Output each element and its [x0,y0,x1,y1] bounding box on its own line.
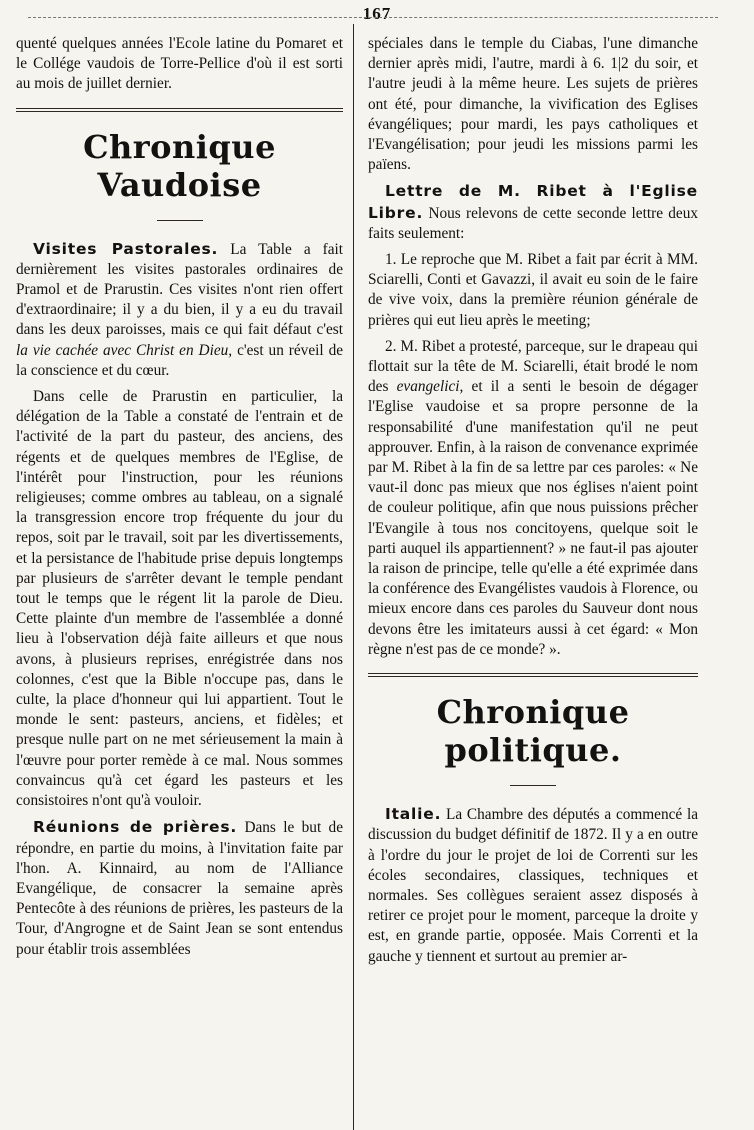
left-continuation-paragraph: quenté quelques années l'Ecole latine du Pomaret et le Collége vaudois de Torre-Pellice d'où il est sorti au mois de juillet dernier. [16,35,343,93]
rubric-lettre: Lettre de M. Ribet à l'Eglise Libre. [368,182,698,222]
section-separator-right [368,673,698,677]
column-divider [353,24,354,1130]
lettre-paragraph [368,181,698,244]
lettre-text: Nous relevons de cette seconde lettre deux faits seulement: [368,204,699,242]
right-continuation-paragraph: spéciales dans le temple du Ciabas, l'une dimanche dernier après midi, l'autre, mardi à 6. 1|2 du soir, et l'autre jeudi à la même heure. Les sujets de prières ont été, pour dimanche, la vivification des Eglises évangéliques; pour mardi, les pays catholiques et l'Evangélisation; pour jeudi les missions parmi les païens. [368,35,698,174]
rubric-reunions: Réunions de prières. [33,818,238,837]
page-number: 167 [362,4,392,23]
italie-paragraph [368,804,698,967]
point-2-italic: evangelici, [396,378,464,396]
rubric-visites: Visites Pastorales. [33,239,219,258]
visites-paragraph [16,239,343,381]
rubric-italie: Italie. [385,805,442,824]
title-dash-right [510,785,556,786]
prarustin-paragraph: Dans celle de Prarustin en particulier, la délégation de la Table a constaté de l'entrain et de l'activité de la part du pasteur, des anciens, des régents et de quelques membres de l'Eglise, de l'intérêt pour l'instruction, pour les réunions religieuses; comme ombres au tableau, on a signalé la transgression encore trop fréquente du jour du repos, soit par le travail, soit par les divertissements, et la persistance de l'habitude prise depuis longtemps par plusieurs de s'arrêter devant le temple pendant tout le temps que le régent lit la parole de Dieu. Cette plainte d'un membre de l'assemblée a donné lieu à l'observation déjà faite ailleurs et que nous avons, à plusieurs reprises, enrégistrée dans nos colonnes, c'est que la Bible n'occupe pas, dans le culte, la place d'honneur qui lui appartient. Tout le monde le sent: pasteurs, anciens, et fidèles; et presque nulle part on ne met sérieusement la main à l'œuvre pour porter remède à ce mal. Nous sommes convaincus qu'à cet égard les pasteurs et les consistoires n'ont qu'à vouloir. [16,388,343,810]
header-rule [28,17,718,18]
italie-text: La Chambre des députés a commencé la discussion du budget définitif de 1872. Il y a en outre à l'ordre du jour le projet de loi de Correnti sur les écoles secondaires, classiques, techniques et normales. Ses collègues seraient assez disposés à retirer ce projet pour le moment, parceque la droite y est, en grande partie, opposée. Mais Correnti et la gauche y tiennent et surtout au premier ar- [368,806,698,965]
point-2-paragraph [368,337,698,660]
reunions-paragraph [16,817,343,959]
section-separator [16,108,343,112]
section-title-chronique-vaudoise: Chronique Vaudoise [83,127,276,204]
right-column [368,34,698,967]
point-2-text-a: 2. M. Ribet a protesté, parceque, sur le drapeau qui flottait sur la tête de M. Sciarelli, était brodé le nom des [368,337,698,396]
title-dash [157,220,203,221]
visites-text-b: c'est un réveil de la conscience et du cœur. [16,341,344,379]
section-title-chronique-politique: Chronique politique. [436,693,630,770]
reunions-text: Dans le but de répondre, en partie du moins, à l'invitation faite par l'hon. A. Kinnaird, au nom de l'Alliance Evangélique, de consacrer la semaine après Pentecôte à des réunions de prières, les pasteurs de la Tour, d'Angrogne et de Saint Jean se sont entendus pour établir trois assemblées [16,819,343,958]
visites-italic: la vie cachée avec Christ en Dieu, [16,341,233,359]
point-2-text-b: et il a senti le besoin de dégager l'Eglise vaudoise et sa propre personne de la responsabilité d'une manifestation qu'il ne peut approuver. Enfin, à la raison de convenance exprimée par M. Ribet à la fin de sa lettre par ces paroles: « Ne vaut-il donc pas mieux que nos églises n'aient point de couleur politique, afin que nous puissions prêcher l'Evangile à tous nos concitoyens, quelque soit le parti auquel ils appartiennent? » ne faut-il pas ajouter la raison de principe, telle qu'elle a été exprimée dans la conférence des Evangélistes vaudois à Florence, ou mieux encore dans ces paroles du Sauveur dont nous devons être les imitateurs aussi à cet égard: « Mon règne n'est pas de ce monde? ». [368,378,699,658]
point-1-paragraph: 1. Le reproche que M. Ribet a fait par écrit à MM. Sciarelli, Conti et Gavazzi, il avait eu soin de le faire de vive voix, dans la première réunion générale de prières qui eut lieu après le meeting; [368,251,698,329]
visites-text-a: La Table a fait dernièrement les visites pastorales ordinaires de Pramol et de Prarustin. Ces visites n'ont rien offert d'extraordinaire; il y a du bien, il y a eu du travail dans les deux paroisses, mais ce qui fait défaut c'est [16,240,343,339]
left-column [16,34,343,960]
